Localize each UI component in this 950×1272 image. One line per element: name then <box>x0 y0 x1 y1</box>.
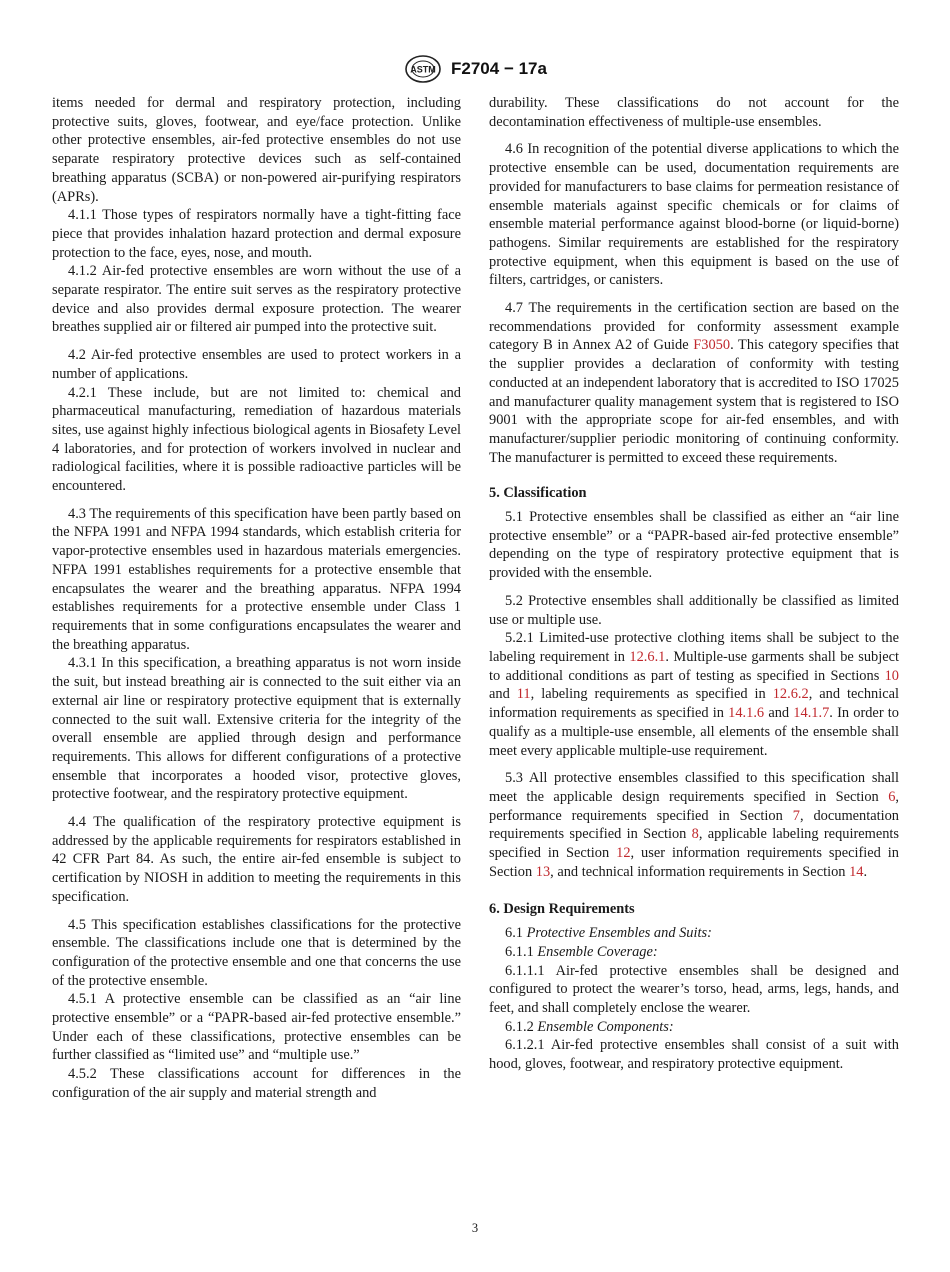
paragraph-4-5-2-cont: durability. These classifications do not account for the decontamination effectiveness of multiple-use ensembles. <box>489 95 899 130</box>
ref-12-6-1[interactable]: 12.6.1 <box>629 648 666 665</box>
ref-section-7[interactable]: 7 <box>792 807 800 824</box>
ref-12-6-2[interactable]: 12.6.2 <box>772 686 809 703</box>
paragraph-4-1-1: 4.1.1 Those types of respirators normally have a tight-fitting face piece that provides inhalation hazard protection and dermal exposure protection to the face, eyes, nose, and mouth. <box>52 207 461 261</box>
paragraph-4-7: 4.7 The requirements in the certification section are based on the recommendations provided for conformity assessment example category B in Annex A2 of Guide F3050. This category specifies that the supplier provides a declaration of conformity with testing conducted at an independent laboratory that is accredited to ISO 17025 and manufacturer quality management system that is registered to ISO 9001 with the appropriate scope for air-fed ensembles, and with manufacturer/supplier periodic monitoring of continuing conformity. The manufacturer is permitted to exceed these requirements. <box>489 300 899 466</box>
paragraph-5-2: 5.2 Protective ensembles shall additionally be classified as limited use or multiple use. <box>489 592 899 628</box>
paragraph-6-1-1: 6.1.1 Ensemble Coverage: <box>505 943 658 960</box>
ref-section-13[interactable]: 13 <box>535 863 551 880</box>
paragraph-6-1: 6.1 Protective Ensembles and Suits: <box>505 925 712 942</box>
left-column <box>52 94 461 1103</box>
page-number: 3 <box>471 1221 479 1235</box>
paragraph-4-3-1: 4.3.1 In this specification, a breathing apparatus is not worn inside the suit, but instead breathing air is connected to the suit either via an external air line or respiratory protective equipment that is externally connected to the suit wall. Extensive criteria for the integrity of the overall ensemble are applied through design and performance requirements. This allows for different configurations of a protective ensemble that incorporates a hooded visor, protective gloves, protective footwear, and the respiratory protective equipment. <box>52 655 461 803</box>
section-heading-design-requirements: 6. Design Requirements <box>489 901 635 918</box>
paragraph-6-1-2: 6.1.2 Ensemble Components: <box>505 1018 674 1035</box>
section-heading-classification: 5. Classification <box>489 485 587 502</box>
paragraph-4-5-2: 4.5.2 These classifications account for differences in the configuration of the air supply and material strength and <box>52 1066 461 1101</box>
paragraph-4-2: 4.2 Air-fed protective ensembles are used to protect workers in a number of applications. <box>52 347 461 382</box>
right-column <box>489 94 899 1074</box>
astm-logo-icon <box>403 54 443 84</box>
paragraph-4-1-2: 4.1.2 Air-fed protective ensembles are worn without the use of a separate respirator. The entire suit serves as the respiratory protective device and also provides dermal exposure protection. The wearer breathes supplied air or filtered air pumped into the protective suit. <box>52 263 461 336</box>
paragraph-5-3: 5.3 All protective ensembles classified to this specification shall meet the applicable design requirements specified in Section 6, performance requirements specified in Section 7, documentation requirements specified in Section 8, applicable labeling requirements specified in Section 12, user information requirements specified in Section 13, and technical information requirements in Section 14. <box>489 770 900 880</box>
ref-section-10[interactable]: 10 <box>884 667 899 684</box>
paragraph-4-2-1: 4.2.1 These include, but are not limited to: chemical and pharmaceutical manufacturing, remediation of hazardous materials sites, use against highly infectious biological agents in Biosafety Level 4 laboratories, and for protection of workers involved in nuclear and radiological facilities, where it is possible radioactive particles will be encountered. <box>52 384 461 495</box>
paragraph-4-1-cont: items needed for dermal and respiratory protection, including protective suits, gloves, footwear, and eye/face protection. Unlike other protective ensembles, air-fed protective ensembles do not use separate respiratory protective devices such as self-contained breathing apparatus (SCBA) or non-powered air-purifying respirators (APRs). <box>52 95 461 205</box>
paragraph-5-2-1: 5.2.1 Limited-use protective clothing items shall be subject to the labeling requirement in 12.6.1. Multiple-use garments shall be subject to additional conditions as part of testing as specified in Sections 10 and 11, labeling requirements as specified in 12.6.2, and technical information requirements as specified in 14.1.6 and 14.1.7. In order to qualify as a multiple-use ensemble, all elements of the ensemble shall meet every applicable multiple-use requirement. <box>489 630 899 759</box>
paragraph-6-1-2-1: 6.1.2.1 Air-fed protective ensembles shall consist of a suit with hood, gloves, footwear, and respiratory protective equipment. <box>489 1037 899 1073</box>
paragraph-6-1-1-1: 6.1.1.1 Air-fed protective ensembles shall be designed and configured to protect the wearer’s torso, head, arms, legs, hands, and feet, and shall completely enclose the wearer. <box>489 962 899 1016</box>
paragraph-4-5-1: 4.5.1 A protective ensemble can be classified as an “air line protective ensemble” or a “PAPR-based air-fed protective ensemble.” Under each of these classifications, protective ensembles can be further classified as “limited use” and “multiple use.” <box>52 991 461 1064</box>
paragraph-5-1: 5.1 Protective ensembles shall be classified as either an “air line protective ensemble” or a “PAPR-based air-fed protective ensemble” depending on the type of respiratory protective equipment that is provided with the ensemble. <box>489 509 899 582</box>
paragraph-4-5: 4.5 This specification establishes classifications for the protective ensemble. The classifications include one that is determined by the configuration of the protective ensemble and one that concerns the use of the protective ensemble. <box>52 916 461 989</box>
ref-section-14[interactable]: 14 <box>849 863 864 880</box>
paragraph-4-4: 4.4 The qualification of the respiratory protective equipment is addressed by the applicable requirements for respirators established in 42 CFR Part 84. As such, the entire air-fed ensemble is subject to certification by NIOSH in addition to meeting the requirements in this specification. <box>52 814 461 905</box>
svg-text:ASTM: ASTM <box>410 64 436 75</box>
ref-section-11[interactable]: 11 <box>516 686 531 703</box>
ref-14-1-7[interactable]: 14.1.7 <box>793 705 830 722</box>
ref-section-12[interactable]: 12 <box>616 845 631 862</box>
ref-14-1-6[interactable]: 14.1.6 <box>728 705 765 722</box>
ref-guide-f3050[interactable]: F3050 <box>693 337 731 354</box>
ref-section-8[interactable]: 8 <box>691 826 699 843</box>
page-header <box>0 52 950 86</box>
paragraph-4-3: 4.3 The requirements of this specification have been partly based on the NFPA 1991 and NFPA 1994 standards, which establish criteria for vapor-protective ensembles used in hazardous materials emergencies. NFPA 1991 establishes requirements for a protective ensemble that encapsulates the wearer and the breathing apparatus. NFPA 1994 establishes requirements for a protective ensemble under Class 1 requirements that in some configurations encapsulates the wearer and the breathing apparatus. <box>52 505 461 653</box>
ref-section-6[interactable]: 6 <box>888 788 896 805</box>
standard-designation: F2704 − 17a <box>451 59 547 78</box>
paragraph-4-6: 4.6 In recognition of the potential diverse applications to which the protective ensemble can be used, documentation requirements are provided for manufacturers to base claims for permeation resistance of ensemble materials against specific chemicals or for claims of ensemble material performance against blood-borne (or liquid-borne) pathogens. Similar requirements are established for the respiratory protective equipment, when this equipment is based on the use of filters, cartridges, or canisters. <box>489 141 899 289</box>
